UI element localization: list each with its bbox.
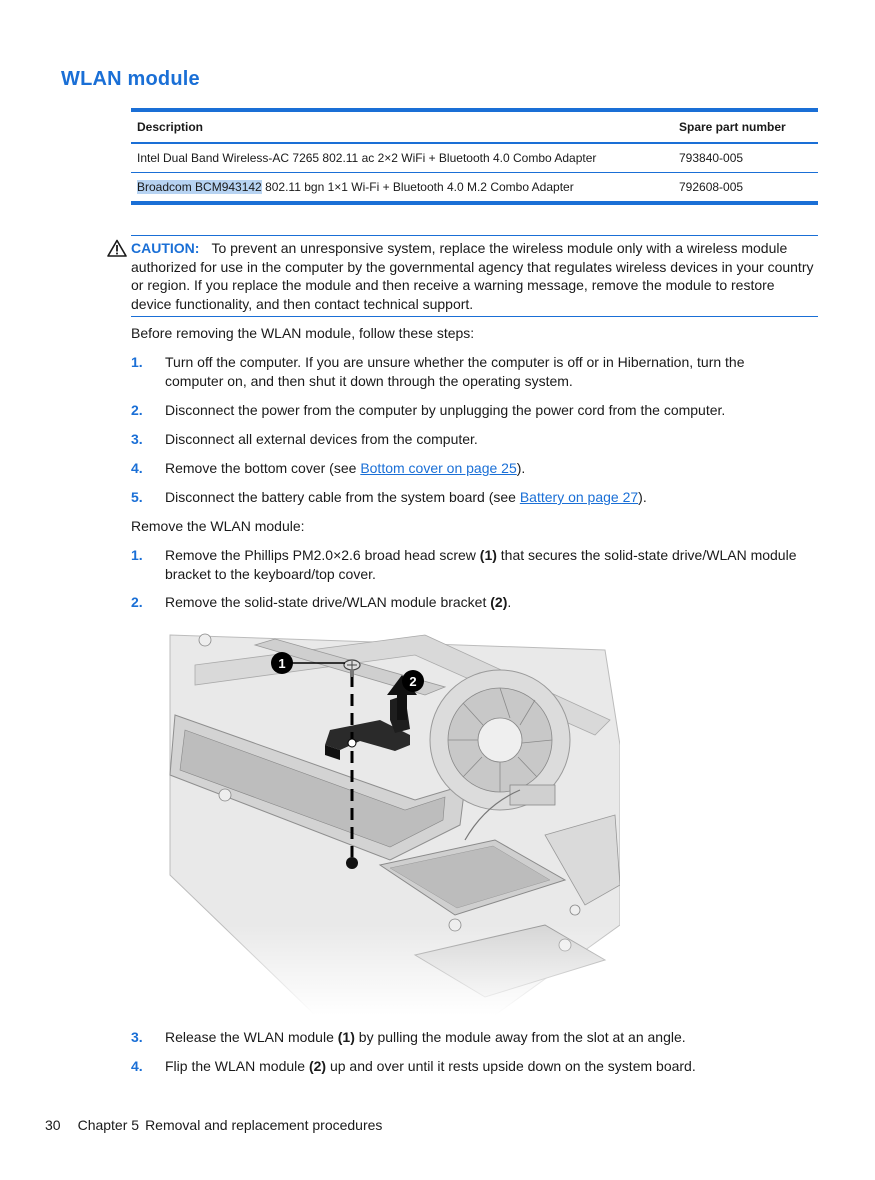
list-item bbox=[131, 488, 821, 507]
list-item bbox=[131, 546, 821, 583]
step-text-post: by pulling the module away from the slot at an angle. bbox=[354, 1029, 686, 1045]
chapter-title: Removal and replacement procedures bbox=[145, 1117, 383, 1133]
step-text-pre: Remove the Phillips PM2.0×2.6 broad head screw bbox=[165, 547, 480, 563]
step-text bbox=[165, 546, 815, 583]
page-number: 30 bbox=[45, 1117, 61, 1133]
list-item bbox=[131, 593, 821, 612]
step-number: 5. bbox=[131, 489, 143, 505]
chapter-label: Chapter 5 bbox=[77, 1117, 140, 1133]
step-text-post: ). bbox=[516, 460, 526, 476]
callout-ref: (1) bbox=[479, 547, 497, 563]
callout-ref: (1) bbox=[337, 1029, 355, 1045]
step-number: 2. bbox=[131, 402, 143, 418]
callout-ref: (2) bbox=[490, 594, 508, 610]
column-header-description: Description bbox=[131, 110, 673, 143]
part-description bbox=[131, 173, 673, 204]
bracket-removal-illustration bbox=[165, 625, 620, 1015]
step-text-post: that secures the solid-state drive/WLAN module bracket to the keyboard/top cover. bbox=[165, 547, 797, 582]
step-text-post: . bbox=[507, 594, 512, 610]
list-item bbox=[131, 401, 821, 420]
step-text bbox=[165, 488, 821, 507]
caution-label: CAUTION: bbox=[131, 240, 200, 256]
callout-1-label: 1 bbox=[278, 656, 286, 671]
step-text-post: up and over until it rests upside down on the system board. bbox=[326, 1058, 696, 1074]
step-number: 1. bbox=[131, 547, 143, 563]
part-description-rest: 802.11 bgn 1×1 Wi-Fi + Bluetooth 4.0 M.2 Combo Adapter bbox=[261, 180, 574, 194]
battery-link[interactable]: Battery on page 27 bbox=[519, 489, 639, 505]
step-text bbox=[165, 459, 821, 478]
before-intro: Before removing the WLAN module, follow these steps: bbox=[131, 325, 475, 341]
part-number: 792608-005 bbox=[679, 180, 744, 194]
list-item bbox=[131, 430, 821, 449]
step-text: Disconnect all external devices from the computer. bbox=[165, 431, 478, 447]
list-item bbox=[131, 1028, 821, 1047]
step-text: Disconnect the power from the computer by unplugging the power cord from the computer. bbox=[165, 402, 726, 418]
step-number: 2. bbox=[131, 594, 143, 610]
table-row bbox=[131, 173, 818, 204]
part-description: Intel Dual Band Wireless-AC 7265 802.11 ac 2×2 WiFi + Bluetooth 4.0 Combo Adapter bbox=[131, 143, 673, 173]
step-number: 3. bbox=[131, 431, 143, 447]
caution-box bbox=[131, 235, 818, 317]
list-item bbox=[131, 1057, 821, 1076]
step-text: Turn off the computer. If you are unsure whether the computer is off or in Hibernation, turn the computer on, and then shut it down through the operating system. bbox=[165, 354, 745, 389]
step-number: 1. bbox=[131, 354, 143, 370]
step-number: 3. bbox=[131, 1029, 143, 1045]
step-text-pre: Remove the solid-state drive/WLAN module bracket bbox=[165, 594, 491, 610]
step-number: 4. bbox=[131, 460, 143, 476]
step-number: 4. bbox=[131, 1058, 143, 1074]
page-footer bbox=[45, 1117, 382, 1133]
step-text-pre: Release the WLAN module bbox=[165, 1029, 338, 1045]
list-item bbox=[131, 459, 821, 478]
step-text bbox=[165, 1057, 821, 1076]
step-text bbox=[165, 1028, 821, 1047]
bottom-cover-link[interactable]: Bottom cover on page 25 bbox=[360, 460, 517, 476]
table-header-row bbox=[131, 110, 818, 143]
step-text-pre: Remove the bottom cover (see bbox=[165, 460, 361, 476]
callout-ref: (2) bbox=[308, 1058, 327, 1074]
table-row bbox=[131, 143, 818, 173]
step-text bbox=[165, 593, 821, 612]
step-text-pre: Flip the WLAN module bbox=[165, 1058, 309, 1074]
remove-intro: Remove the WLAN module: bbox=[131, 518, 305, 534]
step-text-post: ). bbox=[638, 489, 647, 505]
section-title: WLAN module bbox=[61, 68, 200, 90]
column-header-part-number: Spare part number bbox=[673, 110, 818, 143]
caution-text: To prevent an unresponsive system, replace the wireless module only with a wireless module authorized for use in the computer by the governmental agency that regulates wireless devices in your country or region. If you replace the module and then receive a warning message, remove the module to restore device functionality, and then contact technical support. bbox=[131, 240, 814, 312]
warning-triangle-icon bbox=[107, 239, 127, 257]
spare-parts-table bbox=[131, 108, 818, 205]
part-number: 793840-005 bbox=[673, 143, 818, 173]
step-text-pre: Disconnect the battery cable from the system board (see bbox=[165, 489, 520, 505]
selected-text-highlight[interactable]: Broadcom BCM943142 bbox=[137, 180, 262, 194]
list-item bbox=[131, 353, 821, 390]
callout-2-label: 2 bbox=[409, 674, 417, 689]
